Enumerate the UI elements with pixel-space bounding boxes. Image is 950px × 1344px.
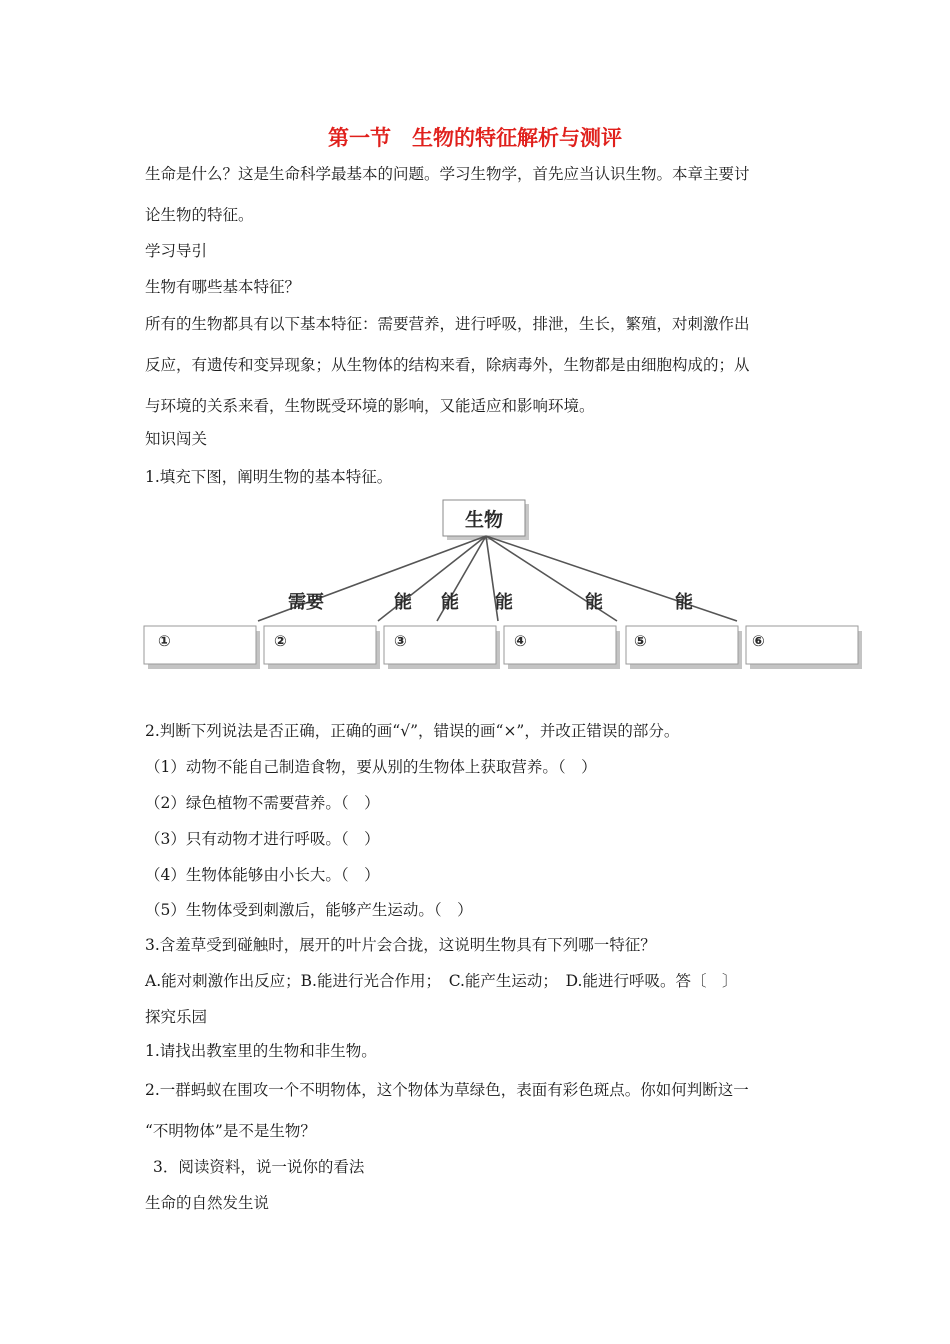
guide-answer-line-2: 反应，有遗传和变异现象；从生物体的结构来看，除病毒外，生物都是由细胞构成的；从 [145, 356, 750, 374]
svg-text:③: ③ [394, 632, 407, 650]
question-2-item-5: （5）生物体受到刺激后，能够产生运动。（ ） [145, 901, 473, 919]
question-2-item-3: （3）只有动物才进行呼吸。（ ） [145, 830, 380, 848]
answer-boxes [144, 626, 862, 669]
svg-text:⑤: ⑤ [634, 632, 647, 650]
guide-answer-line-3: 与环境的关系来看，生物既受环境的影响，又能适应和影响环境。 [145, 397, 595, 415]
question-3: 3.含羞草受到碰触时，展开的叶片会合拢，这说明生物具有下列哪一特征？ [145, 936, 656, 954]
section-heading-guide: 学习导引 [145, 242, 208, 260]
explore-question-1: 1.请找出教室里的生物和非生物。 [145, 1042, 377, 1060]
intro-line-2: 论生物的特征。 [145, 206, 254, 224]
characteristics-diagram [140, 495, 865, 675]
section-heading-explore: 探究乐园 [145, 1008, 208, 1026]
root-box [443, 500, 529, 540]
question-2-item-1: （1）动物不能自己制造食物，要从别的生物体上获取营养。（ ） [145, 758, 597, 776]
edge-label-can-2: 能 [441, 592, 459, 613]
answer-box-4 [504, 626, 620, 669]
explore-question-3-topic: 生命的自然发生说 [145, 1194, 270, 1212]
answer-box-1 [144, 626, 260, 669]
question-2-item-4: （4）生物体能够由小长大。（ ） [145, 866, 380, 884]
edge-label-can-4: 能 [585, 592, 603, 613]
explore-question-2-line-1: 2.一群蚂蚁在围攻一个不明物体，这个物体为草绿色，表面有彩色斑点。你如何判断这一 [145, 1081, 749, 1099]
section-heading-knowledge: 知识闯关 [145, 430, 208, 448]
root-label: 生物 [464, 509, 504, 531]
answer-box-2 [264, 626, 380, 669]
answer-box-3 [384, 626, 500, 669]
edge-label-can-5: 能 [675, 592, 693, 613]
answer-box-6 [746, 626, 862, 669]
edge-label-can-3: 能 [495, 592, 513, 613]
question-3-options: A.能对刺激作出反应；B.能进行光合作用； C.能产生运动； D.能进行呼吸。答〔 〕 [145, 972, 738, 990]
explore-question-2-line-2: “不明物体”是不是生物？ [145, 1122, 316, 1140]
intro-line-1: 生命是什么？这是生命科学最基本的问题。学习生物学，首先应当认识生物。本章主要讨 [145, 165, 750, 183]
explore-question-3: 3．阅读资料，说一说你的看法 [153, 1158, 365, 1176]
svg-text:④: ④ [514, 632, 527, 650]
svg-text:⑥: ⑥ [752, 632, 765, 650]
svg-text:②: ② [274, 632, 287, 650]
question-2: 2.判断下列说法是否正确，正确的画“√”，错误的画“×”，并改正错误的部分。 [145, 722, 680, 740]
guide-answer-line-1: 所有的生物都具有以下基本特征：需要营养，进行呼吸，排泄，生长，繁殖，对刺激作出 [145, 315, 750, 333]
edge-label-can-1: 能 [394, 592, 412, 613]
answer-box-5 [626, 626, 742, 669]
question-2-item-2: （2）绿色植物不需要营养。（ ） [145, 794, 380, 812]
edge-labels [288, 591, 693, 613]
question-1: 1.填充下图，阐明生物的基本特征。 [145, 468, 393, 486]
page-title: 第一节 生物的特征解析与测评 [328, 126, 622, 150]
svg-text:①: ① [158, 632, 171, 650]
guide-question: 生物有哪些基本特征？ [145, 278, 301, 296]
edge-label-need: 需要 [288, 592, 324, 613]
